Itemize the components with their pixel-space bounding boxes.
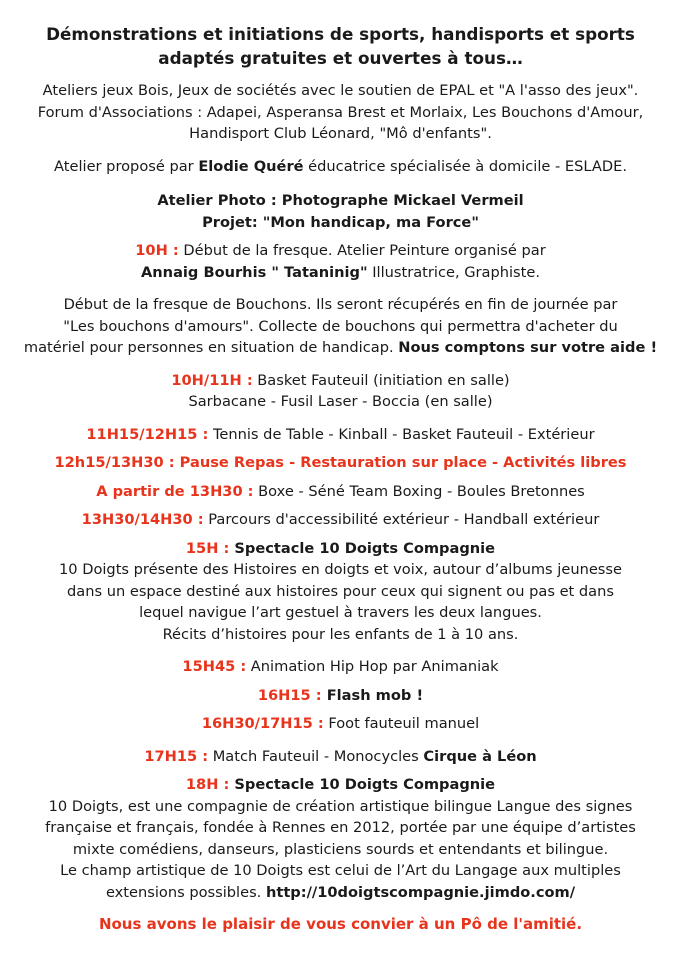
ateliers-line-1: Ateliers jeux Bois, Jeux de sociétés avec le soutien de EPAL et "A l'asso des jeux". — [42, 82, 639, 99]
atelier-prefix: Atelier proposé par — [54, 157, 199, 175]
title-15h: Spectacle 10 Doigts Compagnie — [229, 539, 496, 557]
text-13h30: Boxe - Séné Team Boxing - Boules Bretonnes — [253, 482, 585, 500]
schedule-17h15 — [16, 746, 665, 768]
text-15h-line-3: lequel navigue l’art gestuel à travers les deux langues. — [139, 604, 542, 621]
atelier-suffix: éducatrice spécialisée à domicile - ESLADE. — [303, 157, 627, 175]
schedule-15h — [16, 538, 665, 646]
schedule-10h-11h — [16, 370, 665, 413]
text-15h-line-4: Récits d’histoires pour les enfants de 1 à 10 ans. — [162, 625, 519, 643]
artist-role: Illustratrice, Graphiste. — [367, 263, 540, 281]
time-15h45: 15H45 : — [182, 658, 247, 675]
title-line-1: Démonstrations et initiations de sports, handisports et sports — [46, 24, 635, 44]
atelier-photo-block — [16, 190, 665, 233]
text-15h-line-2: dans un espace destiné aux histoires pour ceux qui signent ou pas et dans — [67, 582, 614, 600]
website-link[interactable]: http://10doigtscompagnie.jimdo.com/ — [265, 883, 576, 901]
text-15h-line-1: 10 Doigts présente des Histoires en doigts et voix, autour d’albums jeunesse — [59, 561, 622, 578]
time-10h-11h: 10H/11H : — [171, 371, 253, 389]
schedule-18h — [16, 774, 665, 903]
photo-line-2: Projet: "Mon handicap, ma Force" — [202, 213, 479, 231]
schedule-15h45 — [16, 656, 665, 678]
atelier-propose-text — [16, 156, 665, 178]
time-10h: 10H : — [135, 242, 179, 259]
photo-line-1: Atelier Photo : Photographe Mickael Vermeil — [157, 192, 524, 209]
schedule-pause-repas: 12h15/13H30 : Pause Repas - Restauration sur place - Activités libres — [54, 454, 627, 471]
text-16h30-17h15: Foot fauteuil manuel — [323, 715, 480, 732]
schedule-16h15 — [16, 685, 665, 707]
time-13h30: A partir de 13H30 : — [96, 482, 254, 500]
time-11h15-12h15: 11H15/12H15 : — [86, 425, 209, 443]
schedule-13h30-14h30 — [16, 509, 665, 531]
schedule-16h30-17h15 — [16, 713, 665, 735]
text-17h15: Match Fauteuil - Monocycles — [208, 747, 424, 765]
text-10h-11h: Basket Fauteuil (initiation en salle) — [252, 371, 510, 389]
text-10h: Début de la fresque. Atelier Peinture organisé par — [178, 242, 546, 259]
time-16h30-17h15: 16H30/17H15 : — [201, 715, 324, 732]
text-13h30-14h30: Parcours d'accessibilité extérieur - Handball extérieur — [203, 511, 600, 528]
text-18h-line-2: française et français, fondée à Rennes en 2012, portée par une équipe d’artistes — [45, 819, 636, 836]
text-15h45: Animation Hip Hop par Animaniak — [246, 658, 499, 675]
ateliers-jeux-text — [16, 80, 665, 145]
atelier-name: Elodie Quéré — [198, 157, 304, 175]
forum-line-1: Forum d'Associations : Adapei, Asperansa Brest et Morlaix, Les Bouchons d'Amour, — [37, 103, 644, 121]
closing-invitation: Nous avons le plaisir de vous convier à un Pô de l'amitié. — [98, 915, 583, 933]
text-10h-11h-line-2: Sarbacane - Fusil Laser - Boccia (en salle) — [188, 393, 493, 410]
title-18h: Spectacle 10 Doigts Compagnie — [229, 776, 496, 793]
text-18h-line-3: mixte comédiens, danseurs, plasticiens sourds et entendants et bilingue. — [72, 840, 609, 858]
text-11h15-12h15: Tennis de Table - Kinball - Basket Fauteuil - Extérieur — [208, 425, 595, 443]
time-13h30-14h30: 13H30/14H30 : — [81, 511, 204, 528]
bouchons-block — [16, 294, 665, 359]
bouchons-line-1: Début de la fresque de Bouchons. Ils seront récupérés en fin de journée par — [63, 296, 618, 313]
text-16h15: Flash mob ! — [321, 686, 424, 704]
text-18h-line-4: Le champ artistique de 10 Doigts est celui de l’Art du Langage aux multiples — [60, 862, 621, 879]
flyer-title — [16, 22, 665, 70]
forum-line-2: Handisport Club Léonard, "Mô d'enfants". — [189, 125, 492, 142]
title-line-2: adaptés gratuites et ouvertes à tous… — [158, 48, 523, 68]
text-18h-line-1: 10 Doigts, est une compagnie de création artistique bilingue Langue des signes — [48, 797, 633, 815]
bouchons-line-2: "Les bouchons d'amours". Collecte de bouchons qui permettra d'acheter du — [63, 317, 618, 335]
cirque-a-leon: Cirque à Léon — [423, 747, 537, 765]
bouchons-line-3: matériel pour personnes en situation de handicap. — [23, 339, 399, 356]
time-16h15: 16H15 : — [257, 686, 322, 704]
schedule-11h15-12h15 — [16, 424, 665, 446]
bouchons-call-to-action: Nous comptons sur votre aide ! — [398, 339, 658, 356]
artist-name: Annaig Bourhis " Tataninig" — [141, 263, 368, 281]
text-18h-line-5: extensions possibles. — [105, 883, 266, 901]
time-18h: 18H : — [185, 776, 230, 793]
time-15h: 15H : — [185, 539, 230, 557]
time-17h15: 17H15 : — [144, 747, 209, 765]
schedule-13h30 — [16, 481, 665, 503]
schedule-10h — [16, 240, 665, 283]
